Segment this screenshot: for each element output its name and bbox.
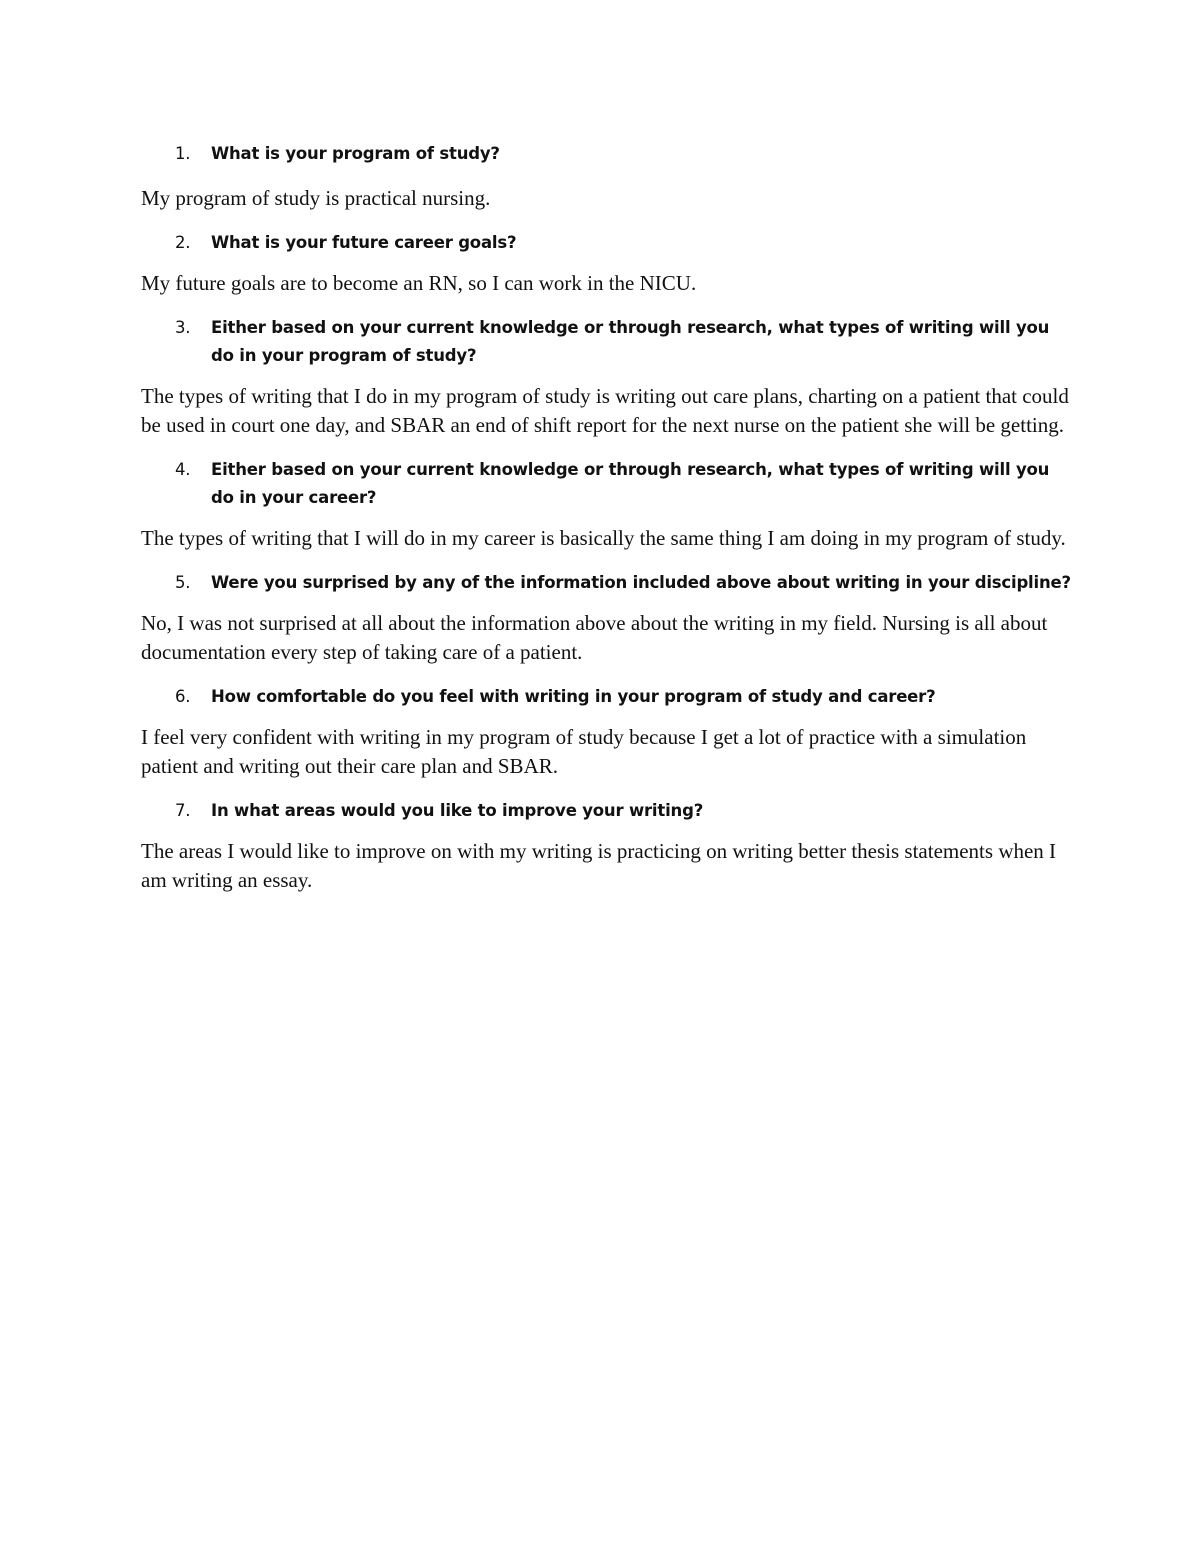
answer-1: My program of study is practical nursing. <box>141 186 491 210</box>
answer-4: The types of writing that I will do in my career is basically the same thing I am doing in my program of study. <box>141 526 1066 550</box>
question-1 <box>141 140 1071 168</box>
qa-item-1 <box>141 140 1071 213</box>
answer-3: The types of writing that I do in my program of study is writing out care plans, charting on a patient that could be used in court one day, and SBAR an end of shift report for the next nurse on the patient she will be getting. <box>141 384 1069 437</box>
question-number: 2. <box>175 233 191 252</box>
qa-item-6 <box>141 683 1071 781</box>
answer-2: My future goals are to become an RN, so I can work in the NICU. <box>141 271 697 295</box>
qa-item-5 <box>141 569 1071 667</box>
question-number: 6. <box>175 687 191 706</box>
answer-5: No, I was not surprised at all about the information above about the writing in my field. Nursing is all about documentation every step of taking care of a patient. <box>141 611 1048 664</box>
question-6 <box>141 683 1071 711</box>
question-2 <box>141 229 1071 257</box>
question-text: Either based on your current knowledge or through research, what types of writing will you do in your career? <box>211 460 1050 507</box>
question-7 <box>141 797 1071 825</box>
question-number: 7. <box>175 801 191 820</box>
qa-item-2 <box>141 229 1071 298</box>
question-text: How comfortable do you feel with writing in your program of study and career? <box>211 687 936 706</box>
question-text: What is your program of study? <box>211 144 500 163</box>
question-text: In what areas would you like to improve your writing? <box>211 801 704 820</box>
qa-item-3 <box>141 314 1071 440</box>
question-3 <box>141 314 1071 370</box>
answer-7: The areas I would like to improve on with my writing is practicing on writing better thesis statements when I am writing an essay. <box>141 839 1057 892</box>
answer-6: I feel very confident with writing in my program of study because I get a lot of practice with a simulation patient and writing out their care plan and SBAR. <box>141 725 1027 778</box>
question-5 <box>141 569 1071 597</box>
question-number: 3. <box>175 318 191 337</box>
question-text: Either based on your current knowledge or through research, what types of writing will you do in your program of study? <box>211 318 1050 365</box>
question-number: 5. <box>175 573 191 592</box>
document-body <box>141 140 1071 911</box>
question-4 <box>141 456 1071 512</box>
question-text: Were you surprised by any of the information included above about writing in your discipline? <box>211 573 1071 592</box>
question-text: What is your future career goals? <box>211 233 517 252</box>
qa-item-7 <box>141 797 1071 895</box>
question-number: 4. <box>175 460 191 479</box>
question-number: 1. <box>175 144 191 163</box>
qa-item-4 <box>141 456 1071 553</box>
